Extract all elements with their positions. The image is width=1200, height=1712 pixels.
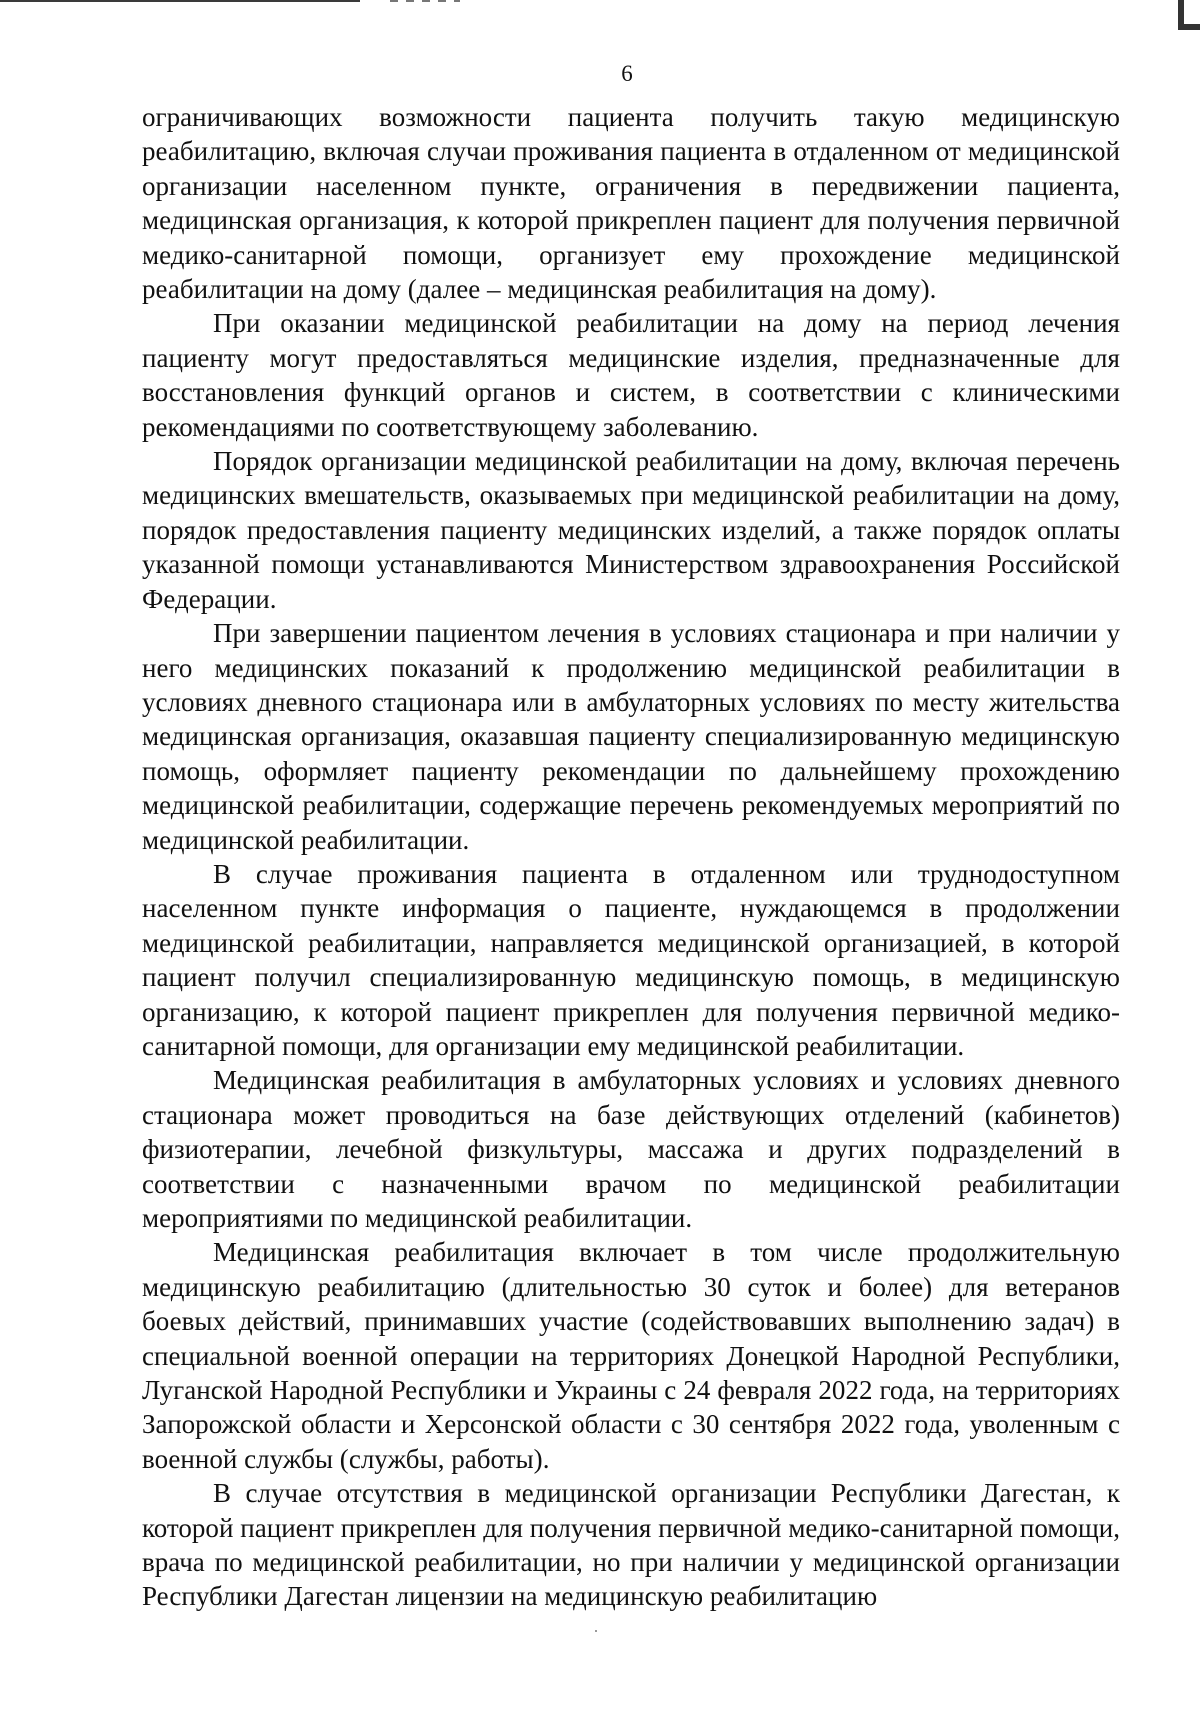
paragraph-remote-settlement: В случае проживания пациента в отдаленном или труднодоступном населенном пункте информация о пациенте, нуждающемся в продолжении медицинской реабилитации, направляется медицинской организацией, в которой пациент получил специализированную медицинскую помощь, в медицинскую организацию, к которой пациент прикреплен для получения первичной медико-санитарной помощи, для организации ему медицинской реабилитации. (142, 858, 1120, 1061)
scan-speck (595, 1630, 597, 1632)
scan-top-dashes (390, 0, 460, 2)
paragraph-home-rehabilitation-devices: При оказании медицинской реабилитации на дому на период лечения пациенту могут предоставляться медицинские изделия, предназначенные для восстановления функций органов и систем, в соответствии с клиническими рекомендациями по соответствующему заболеванию. (142, 308, 1120, 442)
paragraph-long-term-rehabilitation: Медицинская реабилитация включает в том числе продолжительную медицинскую реабилитацию (длительностью 30 суток и более) для ветеранов боевых действий, принимавших участие (содействовавших выполнению задач) в специальной военной операции на территориях Донецкой Народной Республики, Луганской Народной Республики и Украины с 24 февраля 2022 года, на территориях Запорожской области и Херсонской области с 30 сентября 2022 года, уволенным с военной службы (службы, работы). (142, 1237, 1120, 1474)
paragraph-outpatient-day-hospital: Медицинская реабилитация в амбулаторных условиях и условиях дневного стационара может проводиться на базе действующих отделений (кабинетов) физиотерапии, лечебной физкультуры, массажа и других подразделений в соответствии с назначенными врачом по медицинской реабилитации мероприятиями по медицинской реабилитации. (142, 1065, 1120, 1233)
scan-corner-mark (1178, 0, 1200, 30)
document-body (142, 100, 1120, 1614)
scan-top-line (0, 0, 360, 2)
paragraph-home-rehabilitation-order: Порядок организации медицинской реабилитации на дому, включая перечень медицинских вмешательств, оказываемых при медицинской реабилитации на дому, порядок предоставления пациенту медицинских изделий, а также порядок оплаты указанной помощи устанавливаются Министерством здравоохранения Российской Федерации. (142, 446, 1120, 614)
paragraph-continuation: ограничивающих возможности пациента получить такую медицинскую реабилитацию, включая случаи проживания пациента в отдаленном от медицинской организации населенном пункте, ограничения в передвижении пациента, медицинская организация, к которой прикреплен пациент для получения первичной медико-санитарной помощи, организует ему прохождение медицинской реабилитации на дому (далее – медицинская реабилитация на дому). (142, 102, 1120, 305)
paragraph-hospital-discharge-recommendations: При завершении пациентом лечения в условиях стационара и при наличии у него медицинских показаний к продолжению медицинской реабилитации в условиях дневного стационара или в амбулаторных условиях по месту жительства медицинская организация, оказавшая пациенту специализированную медицинскую помощь, оформляет пациенту рекомендации по дальнейшему прохождению медицинской реабилитации, содержащие перечень рекомендуемых мероприятий по медицинской реабилитации. (142, 618, 1120, 855)
page-number: 6 (621, 61, 633, 86)
paragraph-absence-of-rehabilitation-doctor: В случае отсутствия в медицинской организации Республики Дагестан, к которой пациент прикреплен для получения первичной медико-санитарной помощи, врача по медицинской реабилитации, но при наличии у медицинской организации Республики Дагестан лицензии на медицинскую реабилитацию (142, 1478, 1120, 1612)
